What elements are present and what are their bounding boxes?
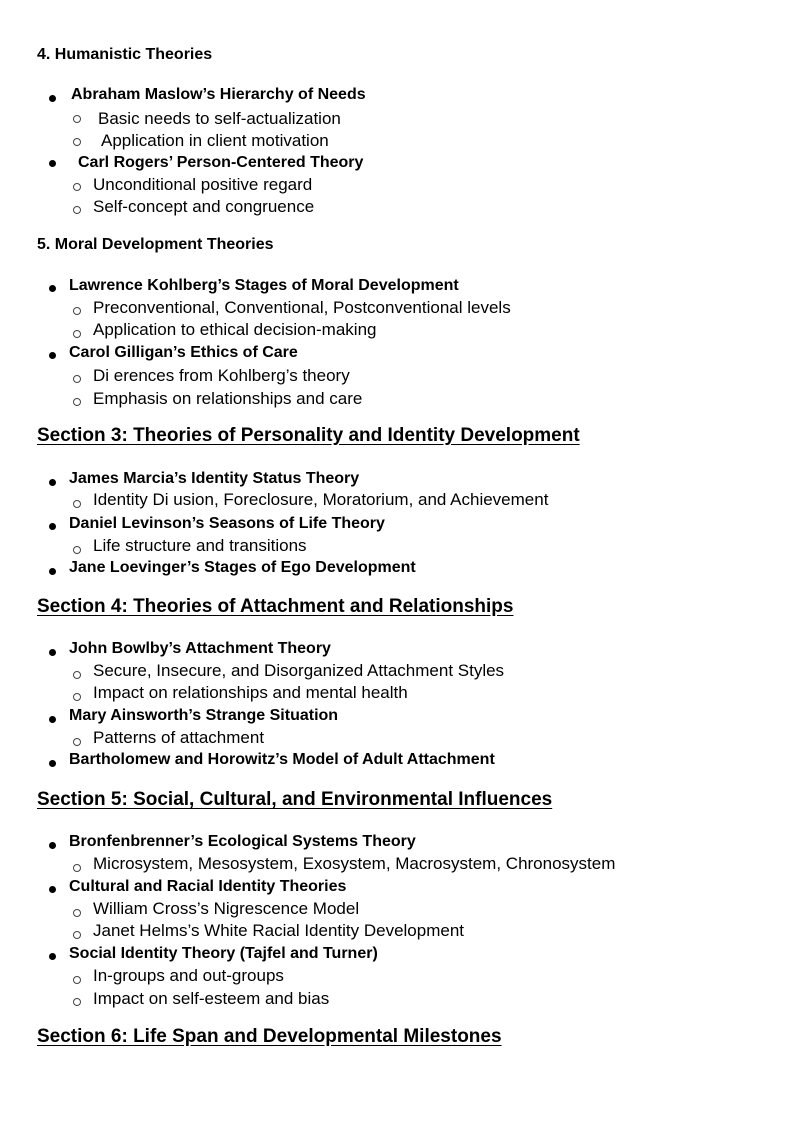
bullet-icon <box>49 95 56 102</box>
sub-bullet-icon <box>73 307 81 315</box>
sub-bullet-icon <box>73 115 81 123</box>
bullet-icon <box>49 716 56 723</box>
item-maslow: Abraham Maslow’s Hierarchy of Needs <box>71 86 366 103</box>
item-gilligan: Carol Gilligan’s Ethics of Care <box>69 344 298 361</box>
sub-bullet-icon <box>73 138 81 146</box>
sub-bullet-icon <box>73 183 81 191</box>
bullet-icon <box>49 649 56 656</box>
sub-item: Application to ethical decision-making <box>93 320 377 339</box>
sub-bullet-icon <box>73 909 81 917</box>
sub-item: Patterns of attachment <box>93 728 265 747</box>
bullet-icon <box>49 568 56 575</box>
sub-item: Impact on self-esteem and bias <box>93 989 330 1008</box>
bullet-icon <box>49 842 56 849</box>
heading-section-3: Section 3: Theories of Personality and Identity Development <box>37 425 580 446</box>
sub-bullet-icon <box>73 546 81 554</box>
heading-humanistic-theories: 4. Humanistic Theories <box>37 46 213 63</box>
sub-item: Di erences from Kohlberg’s theory <box>93 366 350 385</box>
sub-bullet-icon <box>73 671 81 679</box>
heading-section-6: Section 6: Life Span and Developmental Milestones <box>37 1026 502 1047</box>
bullet-icon <box>49 479 56 486</box>
bullet-icon <box>49 953 56 960</box>
item-marcia: James Marcia’s Identity Status Theory <box>69 470 360 487</box>
item-kohlberg: Lawrence Kohlberg’s Stages of Moral Development <box>69 277 459 294</box>
item-bowlby: John Bowlby’s Attachment Theory <box>69 640 331 657</box>
sub-item: Microsystem, Mesosystem, Exosystem, Macrosystem, Chronosystem <box>93 854 616 873</box>
bullet-icon <box>49 160 56 167</box>
sub-bullet-icon <box>73 998 81 1006</box>
bullet-icon <box>49 285 56 292</box>
heading-section-5: Section 5: Social, Cultural, and Environmental Influences <box>37 789 553 810</box>
item-ainsworth: Mary Ainsworth’s Strange Situation <box>69 707 339 724</box>
sub-item: Basic needs to self-actualization <box>98 109 341 128</box>
sub-item: Self-concept and congruence <box>93 197 315 216</box>
item-rogers: Carl Rogers’ Person-Centered Theory <box>78 154 364 171</box>
sub-bullet-icon <box>73 500 81 508</box>
bullet-icon <box>49 523 56 530</box>
sub-bullet-icon <box>73 693 81 701</box>
sub-item: William Cross’s Nigrescence Model <box>93 899 360 918</box>
bullet-icon <box>49 760 56 767</box>
bullet-icon <box>49 886 56 893</box>
sub-bullet-icon <box>73 330 81 338</box>
item-cultural-racial-identity: Cultural and Racial Identity Theories <box>69 878 347 895</box>
sub-bullet-icon <box>73 931 81 939</box>
sub-bullet-icon <box>73 738 81 746</box>
sub-item: Emphasis on relationships and care <box>93 389 363 408</box>
heading-section-4: Section 4: Theories of Attachment and Relationships <box>37 596 514 617</box>
item-loevinger: Jane Loevinger’s Stages of Ego Development <box>69 559 416 576</box>
sub-bullet-icon <box>73 398 81 406</box>
sub-bullet-icon <box>73 864 81 872</box>
sub-item: Secure, Insecure, and Disorganized Attachment Styles <box>93 661 505 680</box>
sub-item: Impact on relationships and mental health <box>93 683 408 702</box>
item-levinson: Daniel Levinson’s Seasons of Life Theory <box>69 515 385 532</box>
heading-moral-development: 5. Moral Development Theories <box>37 236 274 253</box>
sub-bullet-icon <box>73 976 81 984</box>
sub-bullet-icon <box>73 206 81 214</box>
sub-item: Preconventional, Conventional, Postconventional levels <box>93 298 511 317</box>
item-social-identity: Social Identity Theory (Tajfel and Turner) <box>69 945 378 962</box>
sub-item: Janet Helms’s White Racial Identity Development <box>93 921 465 940</box>
sub-item: Identity Di usion, Foreclosure, Moratorium, and Achievement <box>93 490 549 509</box>
sub-item: Application in client motivation <box>101 131 329 150</box>
item-bronfenbrenner: Bronfenbrenner’s Ecological Systems Theory <box>69 833 416 850</box>
item-bartholomew-horowitz: Bartholomew and Horowitz’s Model of Adult Attachment <box>69 751 495 768</box>
sub-bullet-icon <box>73 375 81 383</box>
bullet-icon <box>49 352 56 359</box>
sub-item: Life structure and transitions <box>93 536 307 555</box>
sub-item: In-groups and out-groups <box>93 966 284 985</box>
sub-item: Unconditional positive regard <box>93 175 313 194</box>
